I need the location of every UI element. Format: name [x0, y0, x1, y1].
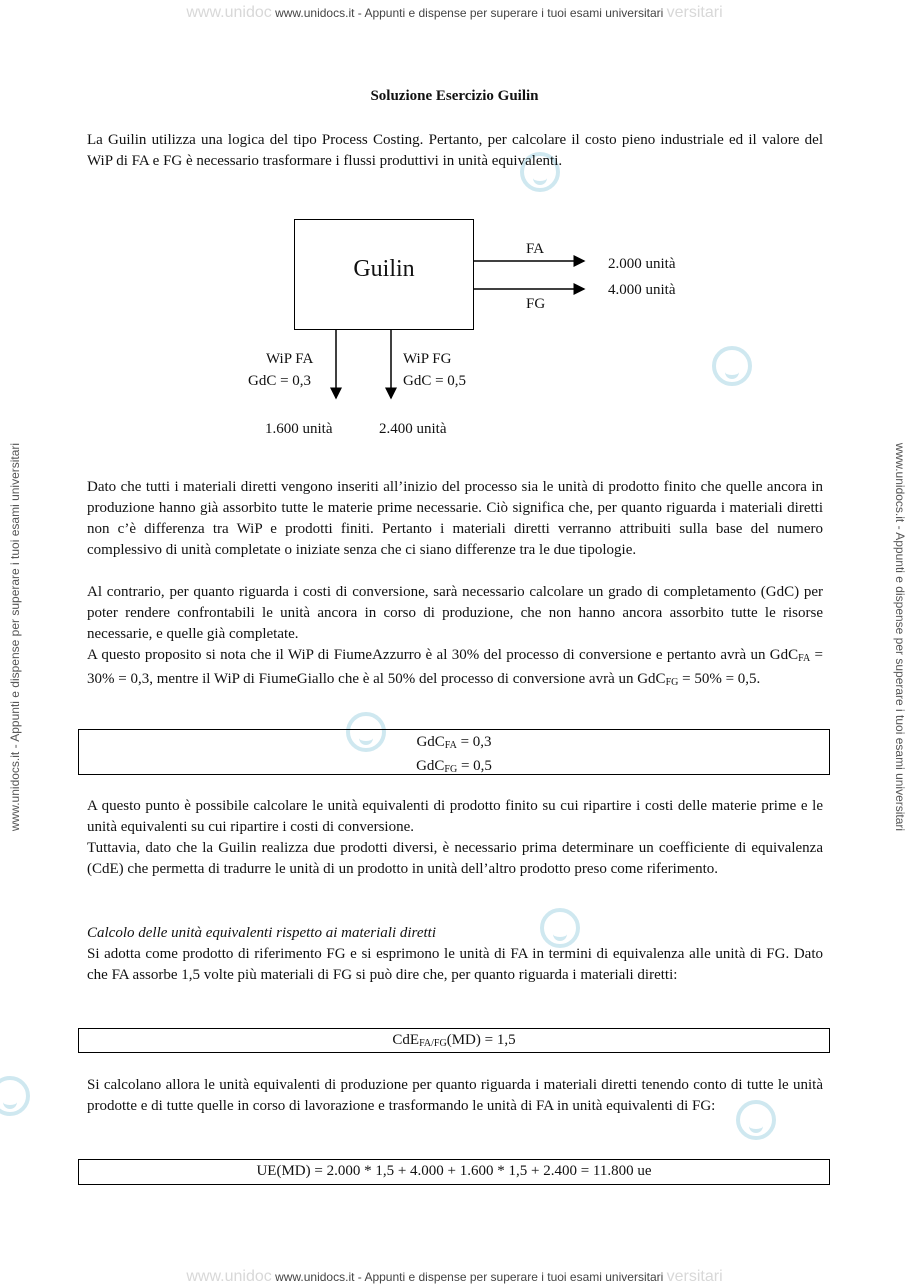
page-title: Soluzione Esercizio Guilin [370, 88, 539, 104]
text-span: (MD) = 1,5 [446, 1032, 516, 1048]
wip-fg-label: WiP FG [403, 351, 452, 367]
paragraph-gdc [87, 645, 823, 693]
subscript: FG [665, 677, 679, 688]
ghost-watermark-left: www.unidoc [186, 4, 272, 21]
cde-box [78, 1028, 830, 1053]
text-span: A questo proposito si nota che il WiP di FiumeAzzurro è al 30% del processo di conversione e pertanto avrà un GdC [87, 647, 799, 663]
fg-units: 4.000 unità [608, 282, 676, 298]
ue-md-formula: UE(MD) = 2.000 * 1,5 + 4.000 + 1.600 * 1,5 + 2.400 = 11.800 ue [256, 1163, 652, 1179]
subscript: FA [444, 740, 457, 751]
subscript: FG [444, 764, 458, 775]
gdc-fg-line [79, 756, 829, 780]
fa-label: FA [526, 241, 545, 257]
paragraph-cde: Tuttavia, dato che la Guilin realizza due prodotti diversi, è necessario prima determinare un coefficiente di equivalenza (CdE) che permetta di tradurre le unità di un prodotto in unità dell’altro prodotto preso come riferimento. [87, 840, 823, 877]
unidocs-logo-icon [0, 1076, 30, 1116]
intro-paragraph: La Guilin utilizza una logica del tipo Process Costing. Pertanto, per calcolare il costo pieno industriale ed il valore del WiP di FA e FG è necessario trasformare i flussi produttivi in unità equivalenti. [87, 132, 823, 169]
paragraph-materials: Dato che tutti i materiali diretti vengono inseriti all’inizio del processo sia le unità di prodotto finito che quelle ancora in produzione hanno già assorbito tutte le materie prime necessarie. Ciò significa che, per quanto riguarda i materiali diretti non c’è differenza tra WiP e prodotti finiti. Pertanto i materiali diretti verranno attribuiti sulla base del numero complessivo di unità completate o iniziate senza che ci siano differenze tra le due tipologie. [87, 479, 823, 558]
diagram-arrows [0, 0, 909, 460]
subscript: FA/FG [419, 1038, 447, 1049]
text-span: = 50% = 0,5. [678, 671, 761, 687]
text-span: = 0,5 [457, 758, 492, 774]
wip-fa-gdc: GdC = 0,3 [248, 373, 312, 389]
text-span: CdE [392, 1032, 420, 1048]
bottom-watermark [0, 1268, 909, 1286]
ue-md-box [78, 1159, 830, 1185]
text-span: GdC [416, 734, 445, 750]
wip-fa-label: WiP FA [266, 351, 314, 367]
subscript: FA [798, 653, 811, 664]
text-span: = 0,3 [456, 734, 492, 750]
ghost-watermark-left: www.unidoc [186, 1268, 272, 1285]
gdc-fa-line [79, 732, 829, 756]
wip-fa-units: 1.600 unità [265, 421, 333, 437]
wip-fg-units: 2.400 unità [379, 421, 447, 437]
section-title: Calcolo delle unità equivalenti rispetto ai materiali diretti [87, 925, 436, 941]
fa-units: 2.000 unità [608, 256, 676, 272]
watermark-text: www.unidocs.it - Appunti e dispense per superare i tuoi esami universitari [275, 6, 664, 20]
ghost-watermark-right: versitari [666, 4, 723, 21]
paragraph-equivalent-units: A questo punto è possibile calcolare le unità equivalenti di prodotto finito su cui ripartire i costi delle materie prime e le unità equivalenti su cui ripartire i costi di conversione. [87, 798, 823, 835]
guilin-label: Guilin [353, 256, 415, 282]
watermark-text: www.unidocs.it - Appunti e dispense per superare i tuoi esami universitari [275, 1270, 664, 1284]
right-side-watermark: www.unidocs.it - Appunti e dispense per superare i tuoi esami universitari [893, 442, 907, 832]
fg-label: FG [526, 296, 546, 312]
gdc-box [78, 729, 830, 775]
ghost-watermark-right: versitari [666, 1268, 723, 1285]
text-span: GdC [416, 758, 445, 774]
text-span: = 30% = 0,3, mentre il WiP di FiumeGiallo che è al 50% del processo di conversione avrà un GdC [87, 647, 823, 687]
wip-fg-gdc: GdC = 0,5 [403, 373, 467, 389]
paragraph-ue-calc: Si calcolano allora le unità equivalenti di produzione per quanto riguarda i materiali diretti tenendo conto di tutte le unità prodotte e di tutte quelle in corso di lavorazione e trasformando le unità di FA in unità equivalenti di FG: [87, 1077, 823, 1114]
left-side-watermark: www.unidocs.it - Appunti e dispense per superare i tuoi esami universitari [8, 442, 22, 832]
paragraph-reference-product: Si adotta come prodotto di riferimento FG e si esprimono le unità di FA in termini di equivalenza alle unità di FG. Dato che FA assorbe 1,5 volte più materiali di FG si può dire che, per quanto riguarda i materiali diretti: [87, 946, 823, 983]
paragraph-conversion: Al contrario, per quanto riguarda i costi di conversione, sarà necessario calcolare un grado di completamento (GdC) per poter rendere confrontabili le unità ancora in corso di produzione, che non hanno ancora assorbito tutte le risorse necessarie, e quelle già completate. [87, 584, 823, 642]
